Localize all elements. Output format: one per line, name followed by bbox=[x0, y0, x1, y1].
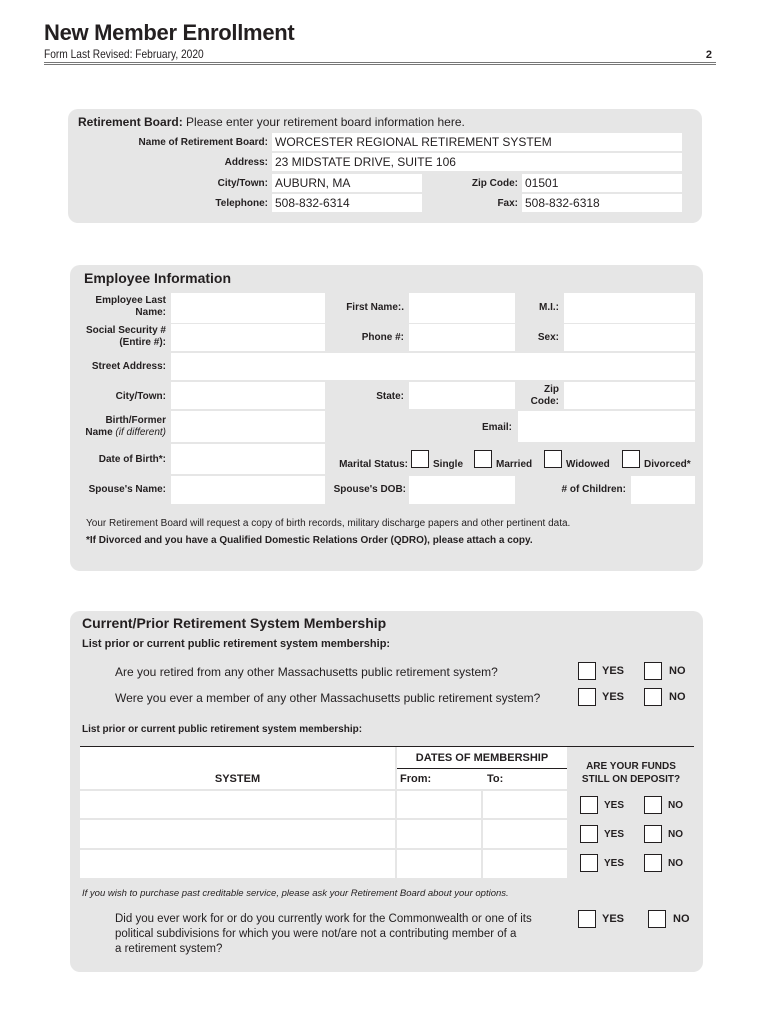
children-label: # of Children: bbox=[561, 484, 626, 495]
ssn-label: Social Security # (Entire #): bbox=[85, 325, 166, 348]
divorced-label: Divorced* bbox=[644, 459, 691, 470]
first-name-field[interactable] bbox=[409, 293, 515, 323]
board-zip-field[interactable]: 01501 bbox=[522, 174, 682, 192]
spouse-name-field[interactable] bbox=[171, 476, 325, 504]
mi-label: M.I.: bbox=[539, 302, 559, 313]
marital-status-label: Marital Status: bbox=[339, 459, 408, 470]
system-cell-3[interactable] bbox=[80, 850, 395, 878]
married-label: Married bbox=[496, 459, 533, 470]
dob-label: Date of Birth*: bbox=[98, 454, 166, 465]
board-fax-label: Fax: bbox=[497, 198, 518, 209]
funds-yes-label-1: YES bbox=[604, 800, 625, 811]
board-address-field[interactable]: 23 MIDSTATE DRIVE, SUITE 106 bbox=[272, 153, 682, 171]
to-cell-1[interactable] bbox=[483, 791, 567, 818]
system-header: SYSTEM bbox=[214, 773, 261, 785]
q3-no-checkbox[interactable] bbox=[648, 910, 666, 928]
zip-field[interactable] bbox=[564, 382, 695, 409]
header-divider bbox=[44, 62, 716, 65]
to-cell-2[interactable] bbox=[483, 820, 567, 848]
employee-info-title: Employee Information bbox=[84, 270, 232, 286]
funds-yes-checkbox-2[interactable] bbox=[580, 825, 598, 843]
funds-no-checkbox-3[interactable] bbox=[644, 854, 662, 872]
system-cell-1[interactable] bbox=[80, 791, 395, 818]
phone-field[interactable] bbox=[409, 324, 515, 351]
widowed-checkbox[interactable] bbox=[544, 450, 562, 468]
q3-no-label: NO bbox=[673, 913, 690, 925]
sex-label: Sex: bbox=[537, 332, 559, 343]
phone-label: Phone #: bbox=[361, 332, 404, 343]
board-phone-label: Telephone: bbox=[215, 198, 268, 209]
funds-header: ARE YOUR FUNDS STILL ON DEPOSIT? bbox=[581, 761, 681, 785]
birth-name-field[interactable] bbox=[171, 411, 325, 442]
membership-title: Current/Prior Retirement System Membership bbox=[82, 615, 387, 631]
board-city-field[interactable]: AUBURN, MA bbox=[272, 174, 422, 192]
email-label: Email: bbox=[481, 422, 512, 433]
q1-yes-label: YES bbox=[602, 665, 625, 677]
q1-no-checkbox[interactable] bbox=[644, 662, 662, 680]
city-label: City/Town: bbox=[115, 391, 166, 402]
funds-yes-label-2: YES bbox=[604, 829, 625, 840]
email-field[interactable] bbox=[518, 411, 695, 442]
q2-no-label: NO bbox=[669, 691, 686, 703]
q3-yes-label: YES bbox=[602, 913, 625, 925]
member-question: Were you ever a member of any other Massachusetts public retirement system? bbox=[115, 691, 541, 705]
membership-subtitle: List prior or current public retirement system membership: bbox=[82, 638, 391, 650]
board-address-label: Address: bbox=[224, 157, 268, 168]
spouse-dob-label: Spouse's DOB: bbox=[333, 484, 406, 495]
from-cell-1[interactable] bbox=[397, 791, 481, 818]
spouse-dob-field[interactable] bbox=[409, 476, 515, 504]
from-header: From: bbox=[400, 773, 432, 785]
board-fax-field[interactable]: 508-832-6318 bbox=[522, 194, 682, 212]
board-zip-label: Zip Code: bbox=[471, 178, 518, 189]
records-note: Your Retirement Board will request a copy of birth records, military discharge papers and other pertinent data. bbox=[86, 518, 571, 529]
ssn-field[interactable] bbox=[171, 324, 325, 351]
state-label: State: bbox=[376, 391, 404, 402]
city-field[interactable] bbox=[171, 382, 325, 409]
funds-no-label-1: NO bbox=[668, 800, 683, 811]
first-name-label: First Name:. bbox=[346, 302, 404, 313]
list-membership-label: List prior or current public retirement system membership: bbox=[82, 724, 363, 735]
birth-name-label: Birth/Former Name (if different) bbox=[85, 415, 166, 438]
state-field[interactable] bbox=[409, 382, 515, 409]
board-phone-field[interactable]: 508-832-6314 bbox=[272, 194, 422, 212]
funds-no-label-3: NO bbox=[668, 858, 683, 869]
retirement-board-intro: Retirement Board: Please enter your retirement board information here. bbox=[78, 115, 465, 129]
funds-no-label-2: NO bbox=[668, 829, 683, 840]
street-label: Street Address: bbox=[91, 361, 166, 372]
widowed-label: Widowed bbox=[566, 459, 610, 470]
q1-no-label: NO bbox=[669, 665, 686, 677]
last-name-label: Employee Last Name: bbox=[95, 295, 166, 318]
qdro-note: *If Divorced and you have a Qualified Domestic Relations Order (QDRO), please attach a copy. bbox=[86, 535, 533, 546]
dob-field[interactable] bbox=[171, 444, 325, 474]
q2-yes-checkbox[interactable] bbox=[578, 688, 596, 706]
funds-no-checkbox-2[interactable] bbox=[644, 825, 662, 843]
spouse-name-label: Spouse's Name: bbox=[88, 484, 166, 495]
page-number: 2 bbox=[705, 49, 712, 61]
from-cell-3[interactable] bbox=[397, 850, 481, 878]
funds-no-checkbox-1[interactable] bbox=[644, 796, 662, 814]
q3-yes-checkbox[interactable] bbox=[578, 910, 596, 928]
q1-yes-checkbox[interactable] bbox=[578, 662, 596, 680]
dates-header: DATES OF MEMBERSHIP bbox=[415, 752, 549, 764]
sex-field[interactable] bbox=[564, 324, 695, 351]
commonwealth-question: Did you ever work for or do you currently work for the Commonwealth or one of its political subdivisions for which you were not/are not a contributing member of a a retirement system? bbox=[115, 913, 532, 955]
to-cell-3[interactable] bbox=[483, 850, 567, 878]
divorced-checkbox[interactable] bbox=[622, 450, 640, 468]
q2-no-checkbox[interactable] bbox=[644, 688, 662, 706]
married-checkbox[interactable] bbox=[474, 450, 492, 468]
from-cell-2[interactable] bbox=[397, 820, 481, 848]
q2-yes-label: YES bbox=[602, 691, 625, 703]
street-field[interactable] bbox=[171, 353, 695, 380]
board-name-label: Name of Retirement Board: bbox=[138, 137, 268, 148]
board-name-field[interactable]: WORCESTER REGIONAL RETIREMENT SYSTEM bbox=[272, 133, 682, 151]
system-cell-2[interactable] bbox=[80, 820, 395, 848]
mi-field[interactable] bbox=[564, 293, 695, 323]
funds-yes-label-3: YES bbox=[604, 858, 625, 869]
funds-yes-checkbox-3[interactable] bbox=[580, 854, 598, 872]
retired-question: Are you retired from any other Massachusetts public retirement system? bbox=[115, 665, 498, 679]
last-name-field[interactable] bbox=[171, 293, 325, 323]
single-label: Single bbox=[433, 459, 464, 470]
children-field[interactable] bbox=[631, 476, 695, 504]
board-city-label: City/Town: bbox=[217, 178, 268, 189]
zip-label: Zip Code: bbox=[530, 384, 559, 407]
dates-header-divider bbox=[397, 768, 567, 769]
page-title: New Member Enrollment bbox=[44, 20, 295, 45]
revision-date: Form Last Revised: February, 2020 bbox=[44, 47, 204, 61]
purchase-service-note: If you wish to purchase past creditable service, please ask your Retirement Board about your options. bbox=[82, 888, 509, 899]
single-checkbox[interactable] bbox=[411, 450, 429, 468]
funds-yes-checkbox-1[interactable] bbox=[580, 796, 598, 814]
to-header: To: bbox=[487, 773, 504, 785]
